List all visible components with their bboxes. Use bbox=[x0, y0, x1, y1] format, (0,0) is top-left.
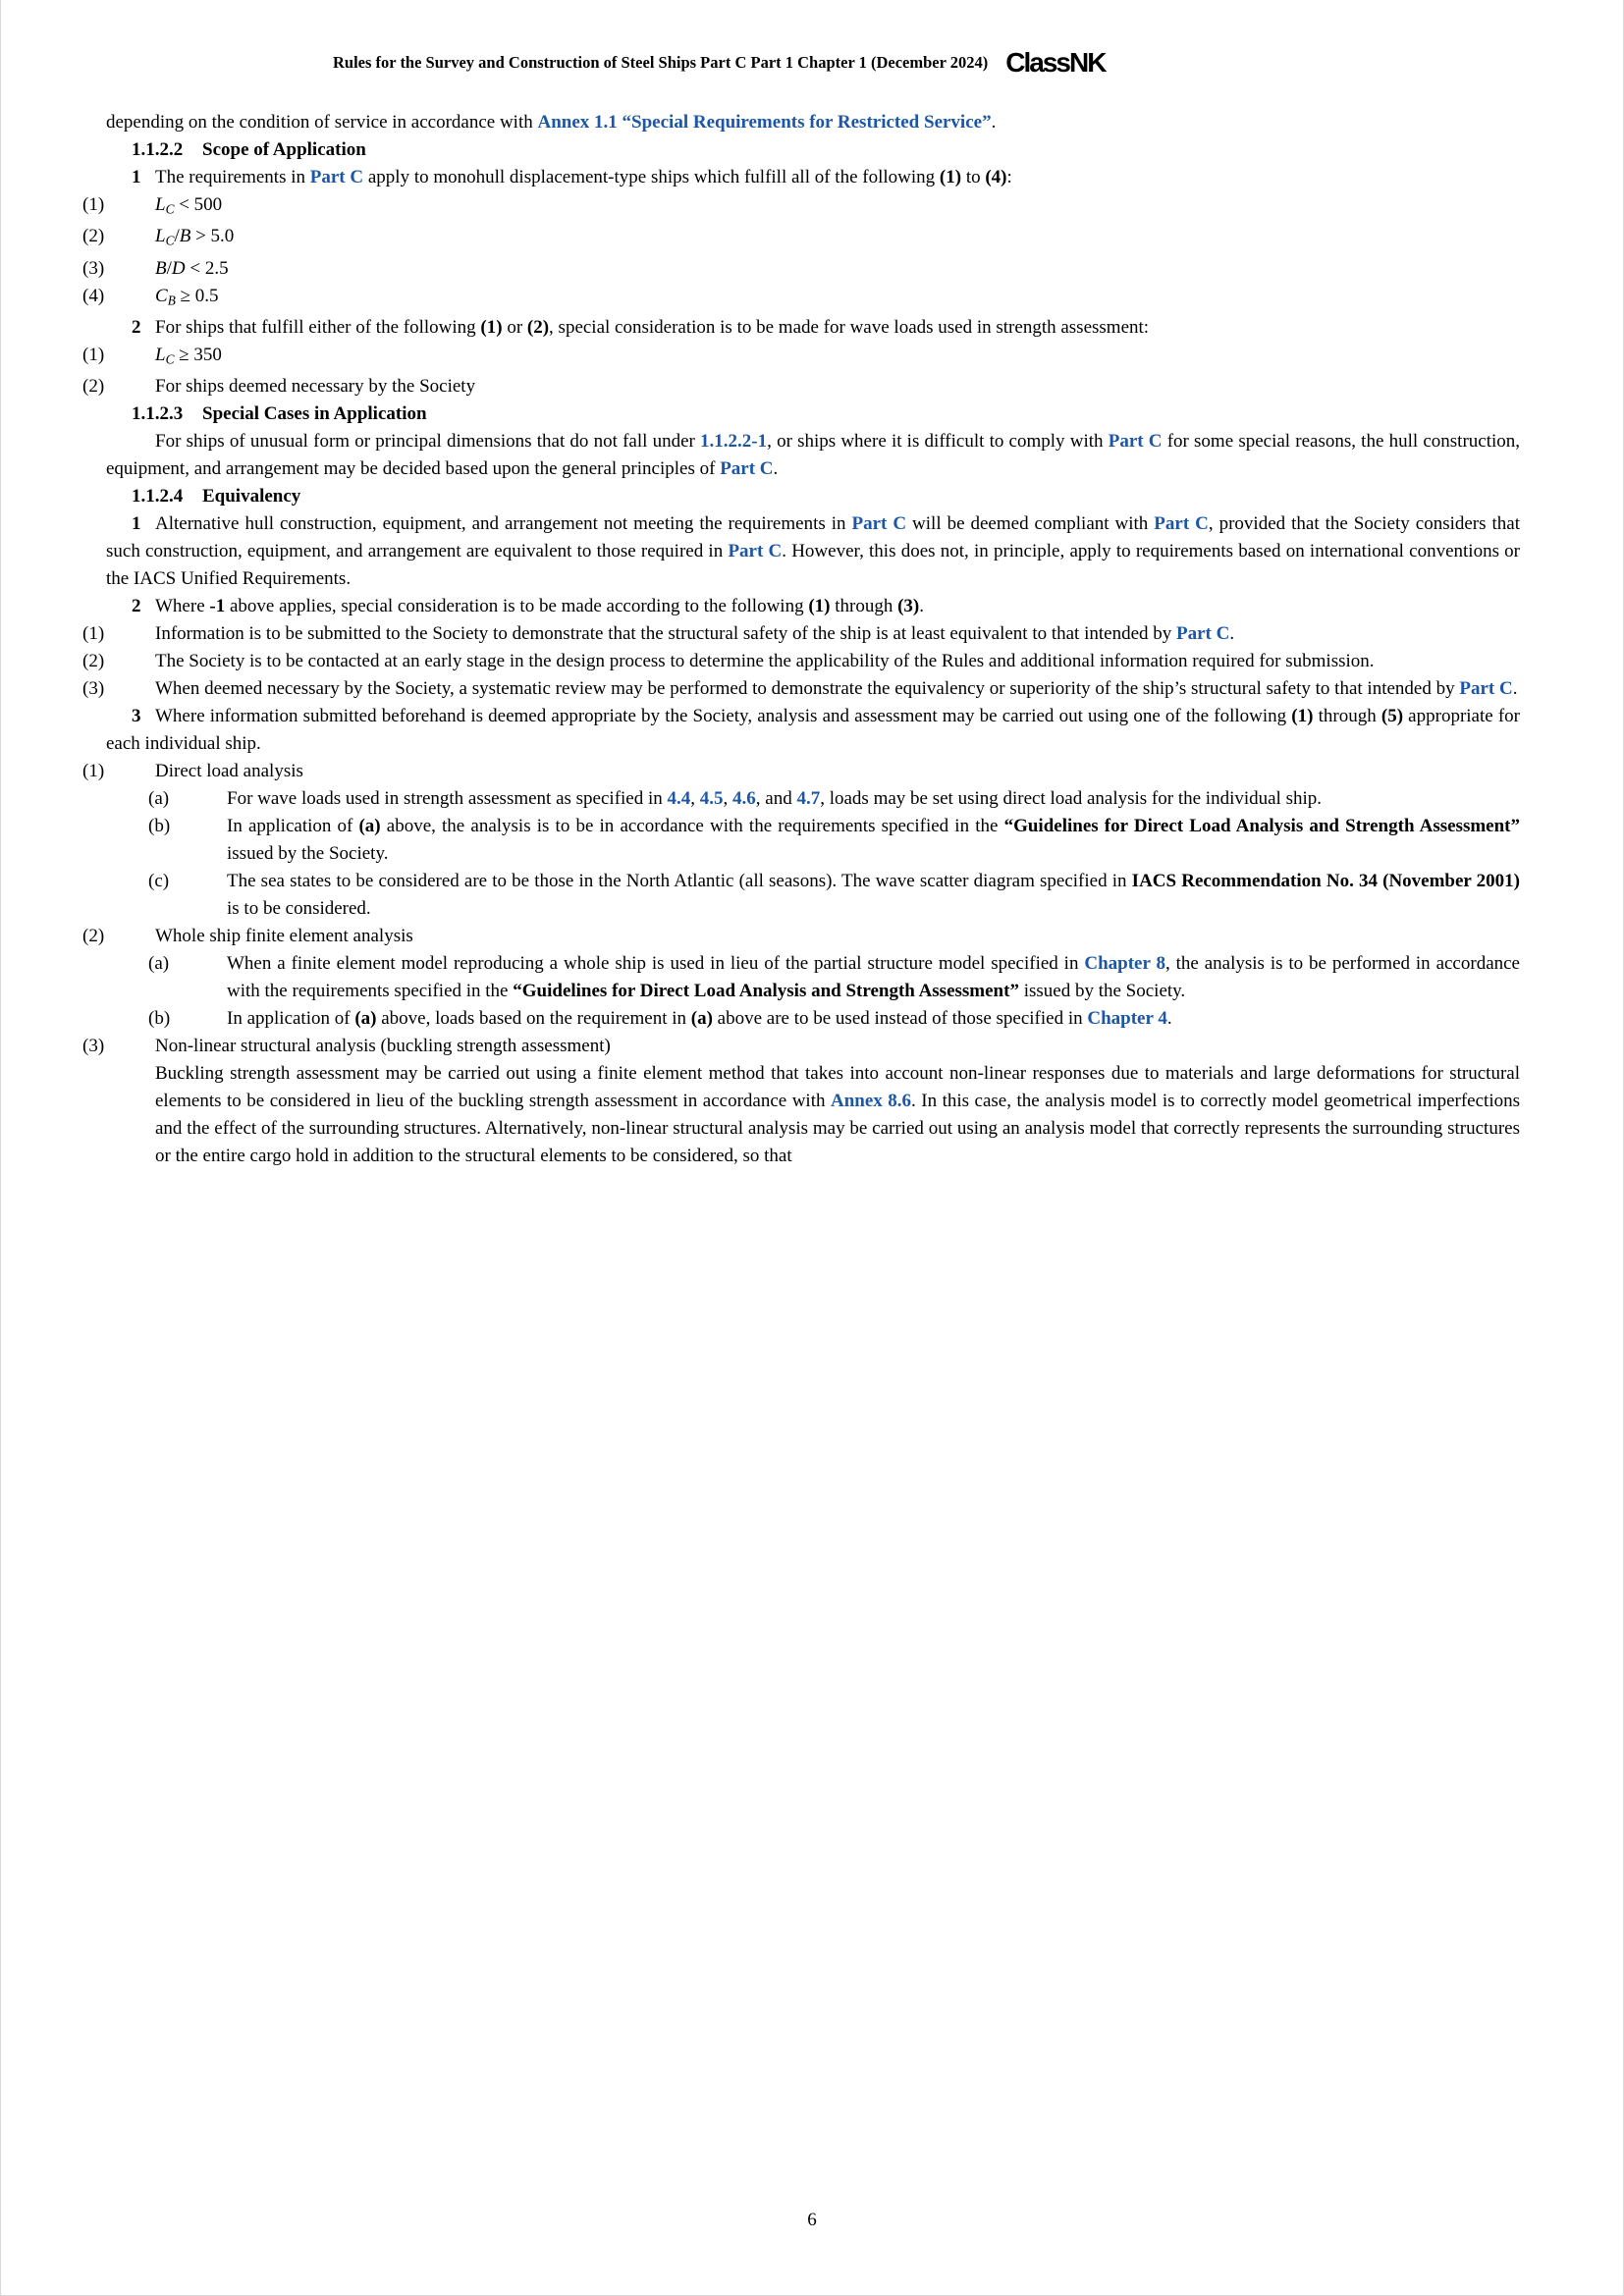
item-marker: 3 bbox=[132, 706, 141, 727]
text-segment: above applies, special consideration is to be made according to the following bbox=[225, 596, 809, 617]
cross-reference-link[interactable]: Part C bbox=[1176, 623, 1230, 645]
text-segment: > 5.0 bbox=[190, 226, 235, 247]
text-segment: , bbox=[690, 788, 700, 810]
text-segment: C bbox=[165, 201, 175, 217]
item-marker: (a) bbox=[148, 788, 170, 810]
text-segment: , special consideration is to be made for wave loads used in strength assessment: bbox=[549, 316, 1150, 338]
text-segment: The sea states to be considered are to be those in the North Atlantic (all seasons). The wave scatter diagram specified in bbox=[227, 871, 1132, 892]
text-segment: For ships of unusual form or principal dimensions that do not fall under bbox=[155, 431, 701, 453]
list-item-level1 bbox=[82, 923, 1520, 950]
text-segment: through bbox=[830, 596, 898, 617]
text-segment: (a) bbox=[354, 1008, 377, 1030]
paragraph bbox=[106, 428, 1520, 483]
item-marker: (3) bbox=[82, 257, 105, 279]
item-marker: (4) bbox=[82, 285, 105, 306]
list-item-level1 bbox=[82, 758, 1520, 785]
item-marker: (2) bbox=[82, 226, 105, 247]
text-segment: C bbox=[165, 233, 175, 248]
cross-reference-link[interactable]: Part C bbox=[309, 167, 364, 187]
list-item-level2 bbox=[106, 868, 1520, 923]
item-marker: (b) bbox=[148, 1008, 171, 1030]
text-segment: appropriate for each individual ship. bbox=[106, 706, 1520, 755]
text-segment: Direct load analysis bbox=[155, 761, 303, 782]
classnk-logo: ClassNK bbox=[1005, 47, 1106, 78]
cross-reference-link[interactable]: Annex 8.6 bbox=[830, 1091, 912, 1112]
text-segment: The Society is to be contacted at an early stage in the design process to determine the applicability of the Rules and additional information required for submission. bbox=[155, 651, 1375, 672]
text-segment: . bbox=[773, 458, 779, 480]
text-segment: above are to be used instead of those specified in bbox=[712, 1008, 1088, 1030]
list-item-level1 bbox=[82, 283, 1520, 314]
text-segment: : bbox=[1006, 167, 1012, 187]
text-segment: (3) bbox=[897, 596, 920, 617]
heading-number: 1.1.2.4 bbox=[132, 486, 184, 507]
numbered-paragraph bbox=[106, 510, 1520, 593]
text-segment: for some special reasons, the hull construction, equipment, and arrangement may be decided based upon the general principles of bbox=[106, 431, 1521, 480]
text-segment: is to be considered. bbox=[227, 898, 371, 920]
text-segment: through bbox=[1313, 706, 1381, 727]
text-segment: Non-linear structural analysis (buckling strength assessment) bbox=[155, 1036, 611, 1057]
text-segment: , the analysis is to be performed in accordance with the requirements specified in the bbox=[227, 953, 1520, 1002]
text-segment: Equivalency bbox=[202, 486, 301, 507]
text-segment: (a) bbox=[358, 816, 381, 837]
text-segment: The requirements in bbox=[155, 167, 310, 187]
text-segment: < 500 bbox=[174, 194, 223, 215]
item-marker: (1) bbox=[82, 194, 105, 215]
list-item-level1 bbox=[82, 620, 1520, 648]
cross-reference-link[interactable]: Part C bbox=[728, 541, 783, 562]
cross-reference-link[interactable]: Annex 1.1 “Special Requirements for Restricted Service” bbox=[537, 112, 992, 133]
text-segment: . In this case, the analysis model is to correctly model geometrical imperfections and the effect of the surrounding structures. Alternatively, non-linear structural analysis may be carried out using an analysis model that correctly represents the surrounding structures or the entire cargo hold in addition to the structural elements to be considered, so that bbox=[155, 1091, 1520, 1167]
list-item-level2 bbox=[106, 813, 1520, 868]
cross-reference-link[interactable]: Part C bbox=[851, 513, 907, 535]
document-body bbox=[82, 109, 1521, 1170]
text-segment: above, the analysis is to be in accordance with the requirements specified in the bbox=[380, 816, 1004, 837]
text-segment: In application of bbox=[227, 1008, 355, 1030]
text-segment: For ships that fulfill either of the following bbox=[155, 316, 481, 338]
text-segment: , bbox=[723, 788, 733, 810]
text-segment: (1) bbox=[808, 596, 831, 617]
list-item-level1 bbox=[82, 223, 1520, 254]
text-segment: issued by the Society. bbox=[1018, 981, 1186, 1002]
text-segment: B bbox=[167, 292, 176, 307]
text-segment: When a finite element model reproducing a whole ship is used in lieu of the partial structure model specified in bbox=[227, 953, 1085, 975]
text-segment: (4) bbox=[985, 167, 1007, 187]
text-segment: (1) bbox=[1291, 706, 1314, 727]
text-segment: L bbox=[155, 194, 166, 215]
item-marker: 1 bbox=[132, 513, 141, 535]
text-segment: Scope of Application bbox=[202, 139, 366, 160]
numbered-paragraph bbox=[106, 314, 1520, 342]
text-segment: or bbox=[502, 316, 527, 338]
cross-reference-link[interactable]: Part C bbox=[720, 458, 774, 480]
item-marker: 1 bbox=[132, 167, 141, 187]
numbered-paragraph bbox=[106, 164, 1520, 191]
text-segment: For wave loads used in strength assessment as specified in bbox=[227, 788, 668, 810]
cross-reference-link[interactable]: 1.1.2.2-1 bbox=[700, 431, 768, 453]
text-segment: issued by the Society. bbox=[227, 843, 389, 865]
running-header-title: Rules for the Survey and Construction of Steel Ships Part C Part 1 Chapter 1 (December 2024) bbox=[333, 53, 989, 73]
text-segment: < 2.5 bbox=[185, 257, 229, 279]
heading-number: 1.1.2.2 bbox=[132, 139, 184, 160]
paragraph bbox=[106, 109, 1520, 136]
item-marker: (1) bbox=[82, 761, 105, 782]
text-segment: Alternative hull construction, equipment, and arrangement not meeting the requirements in bbox=[155, 513, 852, 535]
section-heading bbox=[106, 400, 1520, 428]
text-segment: / bbox=[166, 257, 172, 279]
section-heading bbox=[106, 483, 1520, 510]
text-segment: , provided that the Society considers that such construction, equipment, and arrangement are equivalent to those required in bbox=[106, 513, 1520, 562]
text-segment: (1) bbox=[480, 316, 503, 338]
item-marker: (2) bbox=[82, 376, 105, 398]
text-segment: depending on the condition of service in accordance with bbox=[106, 112, 538, 133]
text-segment: . bbox=[991, 112, 997, 133]
text-segment: . However, this does not, in principle, apply to requirements based on international conventions or the IACS Unified Requirements. bbox=[106, 541, 1521, 590]
item-marker: (b) bbox=[148, 816, 171, 837]
text-segment: (2) bbox=[526, 316, 550, 338]
list-item-level1 bbox=[82, 342, 1520, 373]
text-segment: (5) bbox=[1380, 706, 1404, 727]
text-segment: -1 bbox=[209, 596, 226, 617]
text-segment: . bbox=[1229, 623, 1235, 645]
text-segment: B bbox=[179, 226, 191, 247]
text-segment: L bbox=[155, 344, 166, 365]
text-segment: , loads may be set using direct load analysis for the individual ship. bbox=[820, 788, 1323, 810]
item-marker: (2) bbox=[82, 926, 105, 947]
item-marker: (3) bbox=[82, 1036, 105, 1057]
page-header bbox=[333, 49, 1105, 77]
item-marker: (2) bbox=[82, 651, 105, 672]
paragraph bbox=[106, 1060, 1520, 1170]
list-item-level1 bbox=[82, 1033, 1520, 1060]
list-item-level2 bbox=[106, 785, 1520, 813]
cross-reference-link[interactable]: Part C bbox=[1154, 513, 1209, 535]
cross-reference-link[interactable]: Chapter 4 bbox=[1087, 1008, 1167, 1030]
text-segment: . bbox=[1166, 1008, 1172, 1030]
text-segment: to bbox=[961, 167, 986, 187]
text-segment: will be deemed compliant with bbox=[906, 513, 1155, 535]
cross-reference-link[interactable]: Part C bbox=[1108, 431, 1163, 453]
text-segment: , or ships where it is difficult to comply with bbox=[767, 431, 1109, 453]
text-segment: (1) bbox=[939, 167, 962, 187]
text-segment: ≥ 0.5 bbox=[175, 285, 219, 306]
list-item-level2 bbox=[106, 950, 1520, 1005]
text-segment: Information is to be submitted to the Society to demonstrate that the structural safety of the ship is at least equivalent to that intended by bbox=[155, 623, 1177, 645]
numbered-paragraph bbox=[106, 703, 1520, 758]
page-number: 6 bbox=[807, 2210, 817, 2230]
item-marker: (c) bbox=[148, 871, 170, 892]
heading-number: 1.1.2.3 bbox=[132, 403, 184, 425]
cross-reference-link[interactable]: 4.6 bbox=[732, 788, 756, 810]
cross-reference-link[interactable]: Chapter 8 bbox=[1084, 953, 1165, 975]
text-segment: / bbox=[174, 226, 180, 247]
text-segment: When deemed necessary by the Society, a systematic review may be performed to demonstrate the equivalency or superiority of the ship’s structural safety to that intended by bbox=[155, 678, 1460, 700]
text-segment: D bbox=[171, 257, 186, 279]
cross-reference-link[interactable]: Part C bbox=[1459, 678, 1513, 700]
item-marker: (3) bbox=[82, 678, 105, 700]
text-segment: L bbox=[155, 226, 166, 247]
list-item-level1 bbox=[82, 373, 1520, 400]
text-segment: “Guidelines for Direct Load Analysis and Strength Assessment” bbox=[513, 981, 1019, 1002]
section-heading bbox=[106, 136, 1520, 164]
numbered-paragraph bbox=[106, 593, 1520, 620]
text-segment: Whole ship finite element analysis bbox=[155, 926, 413, 947]
text-segment: Where information submitted beforehand is deemed appropriate by the Society, analysis and assessment may be carried out using one of the following bbox=[155, 706, 1292, 727]
item-marker: 2 bbox=[132, 316, 141, 338]
text-segment: In application of bbox=[227, 816, 359, 837]
cross-reference-link[interactable]: 4.5 bbox=[699, 788, 724, 810]
text-segment: For ships deemed necessary by the Society bbox=[155, 376, 476, 398]
text-segment: IACS Recommendation No. 34 (November 2001) bbox=[1131, 871, 1520, 892]
text-segment: , and bbox=[755, 788, 797, 810]
text-segment: . bbox=[919, 596, 924, 617]
text-segment: Special Cases in Application bbox=[202, 403, 427, 425]
text-segment: above, loads based on the requirement in bbox=[376, 1008, 691, 1030]
cross-reference-link[interactable]: 4.4 bbox=[667, 788, 691, 810]
list-item-level1 bbox=[82, 675, 1520, 703]
item-marker: (a) bbox=[148, 953, 170, 975]
text-segment: . bbox=[1512, 678, 1518, 700]
text-segment: (a) bbox=[690, 1008, 713, 1030]
page-footer bbox=[1, 2207, 1623, 2234]
cross-reference-link[interactable]: 4.7 bbox=[796, 788, 821, 810]
text-segment: C bbox=[155, 285, 168, 306]
text-segment: apply to monohull displacement-type ships which fulfill all of the following bbox=[363, 167, 940, 187]
item-marker: (1) bbox=[82, 623, 105, 645]
text-segment: “Guidelines for Direct Load Analysis and Strength Assessment” bbox=[1003, 816, 1520, 837]
list-item-level2 bbox=[106, 1005, 1520, 1033]
list-item-level1 bbox=[82, 648, 1520, 675]
list-item-level1 bbox=[82, 191, 1520, 223]
item-marker: 2 bbox=[132, 596, 141, 617]
text-segment: Buckling strength assessment may be carried out using a finite element method that takes into account non-linear responses due to materials and large deformations for structural elements to be considered in lieu of the buckling strength assessment in accordance with bbox=[155, 1063, 1520, 1112]
text-segment: Where bbox=[155, 596, 210, 617]
text-segment: B bbox=[155, 257, 167, 279]
list-item-level1 bbox=[82, 255, 1520, 283]
text-segment: ≥ 350 bbox=[174, 344, 222, 365]
item-marker: (1) bbox=[82, 344, 105, 365]
text-segment: C bbox=[165, 351, 175, 367]
